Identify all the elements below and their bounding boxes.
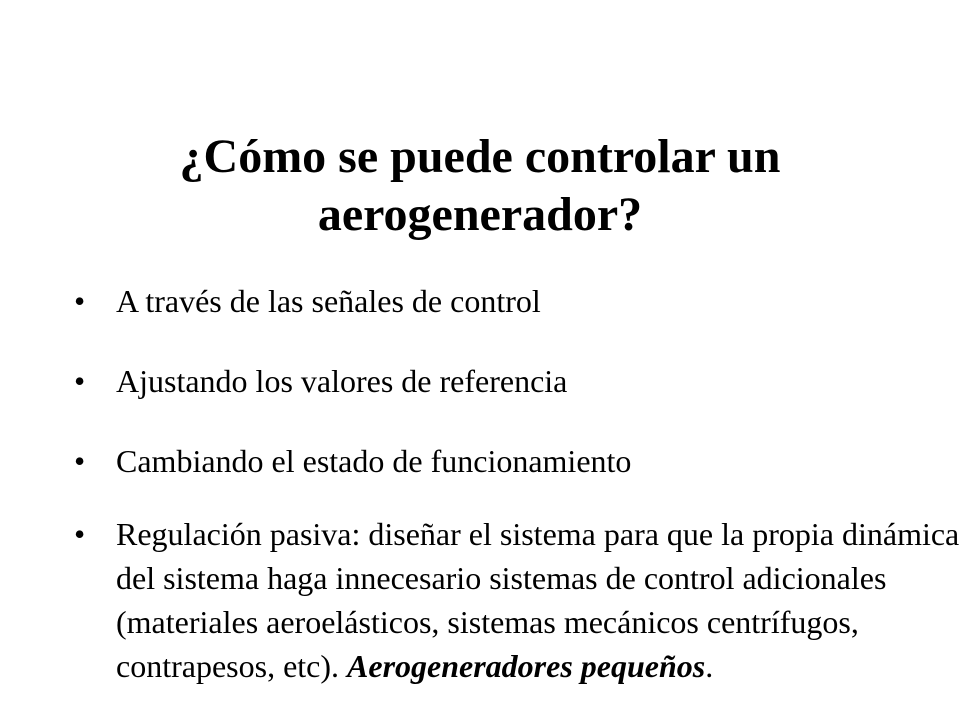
bullet-dot: •	[74, 283, 86, 319]
bullet-text-emphasis: Aerogeneradores pequeños	[347, 648, 706, 684]
bullet-text: Ajustando los valores de referencia	[116, 363, 568, 399]
bullet-item	[74, 432, 960, 490]
bullet-text: Cambiando el estado de funcionamiento	[116, 443, 632, 479]
slide-title	[80, 128, 880, 244]
bullet-text: A través de las señales de control	[116, 283, 541, 319]
bullet-text-body: Regulación pasiva: diseñar el sistema para que la propia dinámica del sistema haga innecesario sistemas de control adicionales (materiales aeroelásticos, sistemas mecánicos centrífugos, contrapesos, etc).	[116, 516, 960, 684]
bullet-item	[74, 272, 960, 330]
bullet-text-passive-regulation	[116, 512, 960, 688]
slide-title-line-1: ¿Cómo se puede controlar un	[179, 130, 781, 183]
bullet-dot: •	[74, 516, 86, 552]
bullet-dot: •	[74, 443, 86, 479]
bullet-text-end: .	[705, 648, 714, 684]
bullet-list	[74, 272, 960, 710]
slide-title-line-2: aerogenerador?	[317, 188, 643, 241]
bullet-item	[74, 352, 960, 410]
bullet-dot: •	[74, 363, 86, 399]
bullet-item	[74, 512, 960, 688]
